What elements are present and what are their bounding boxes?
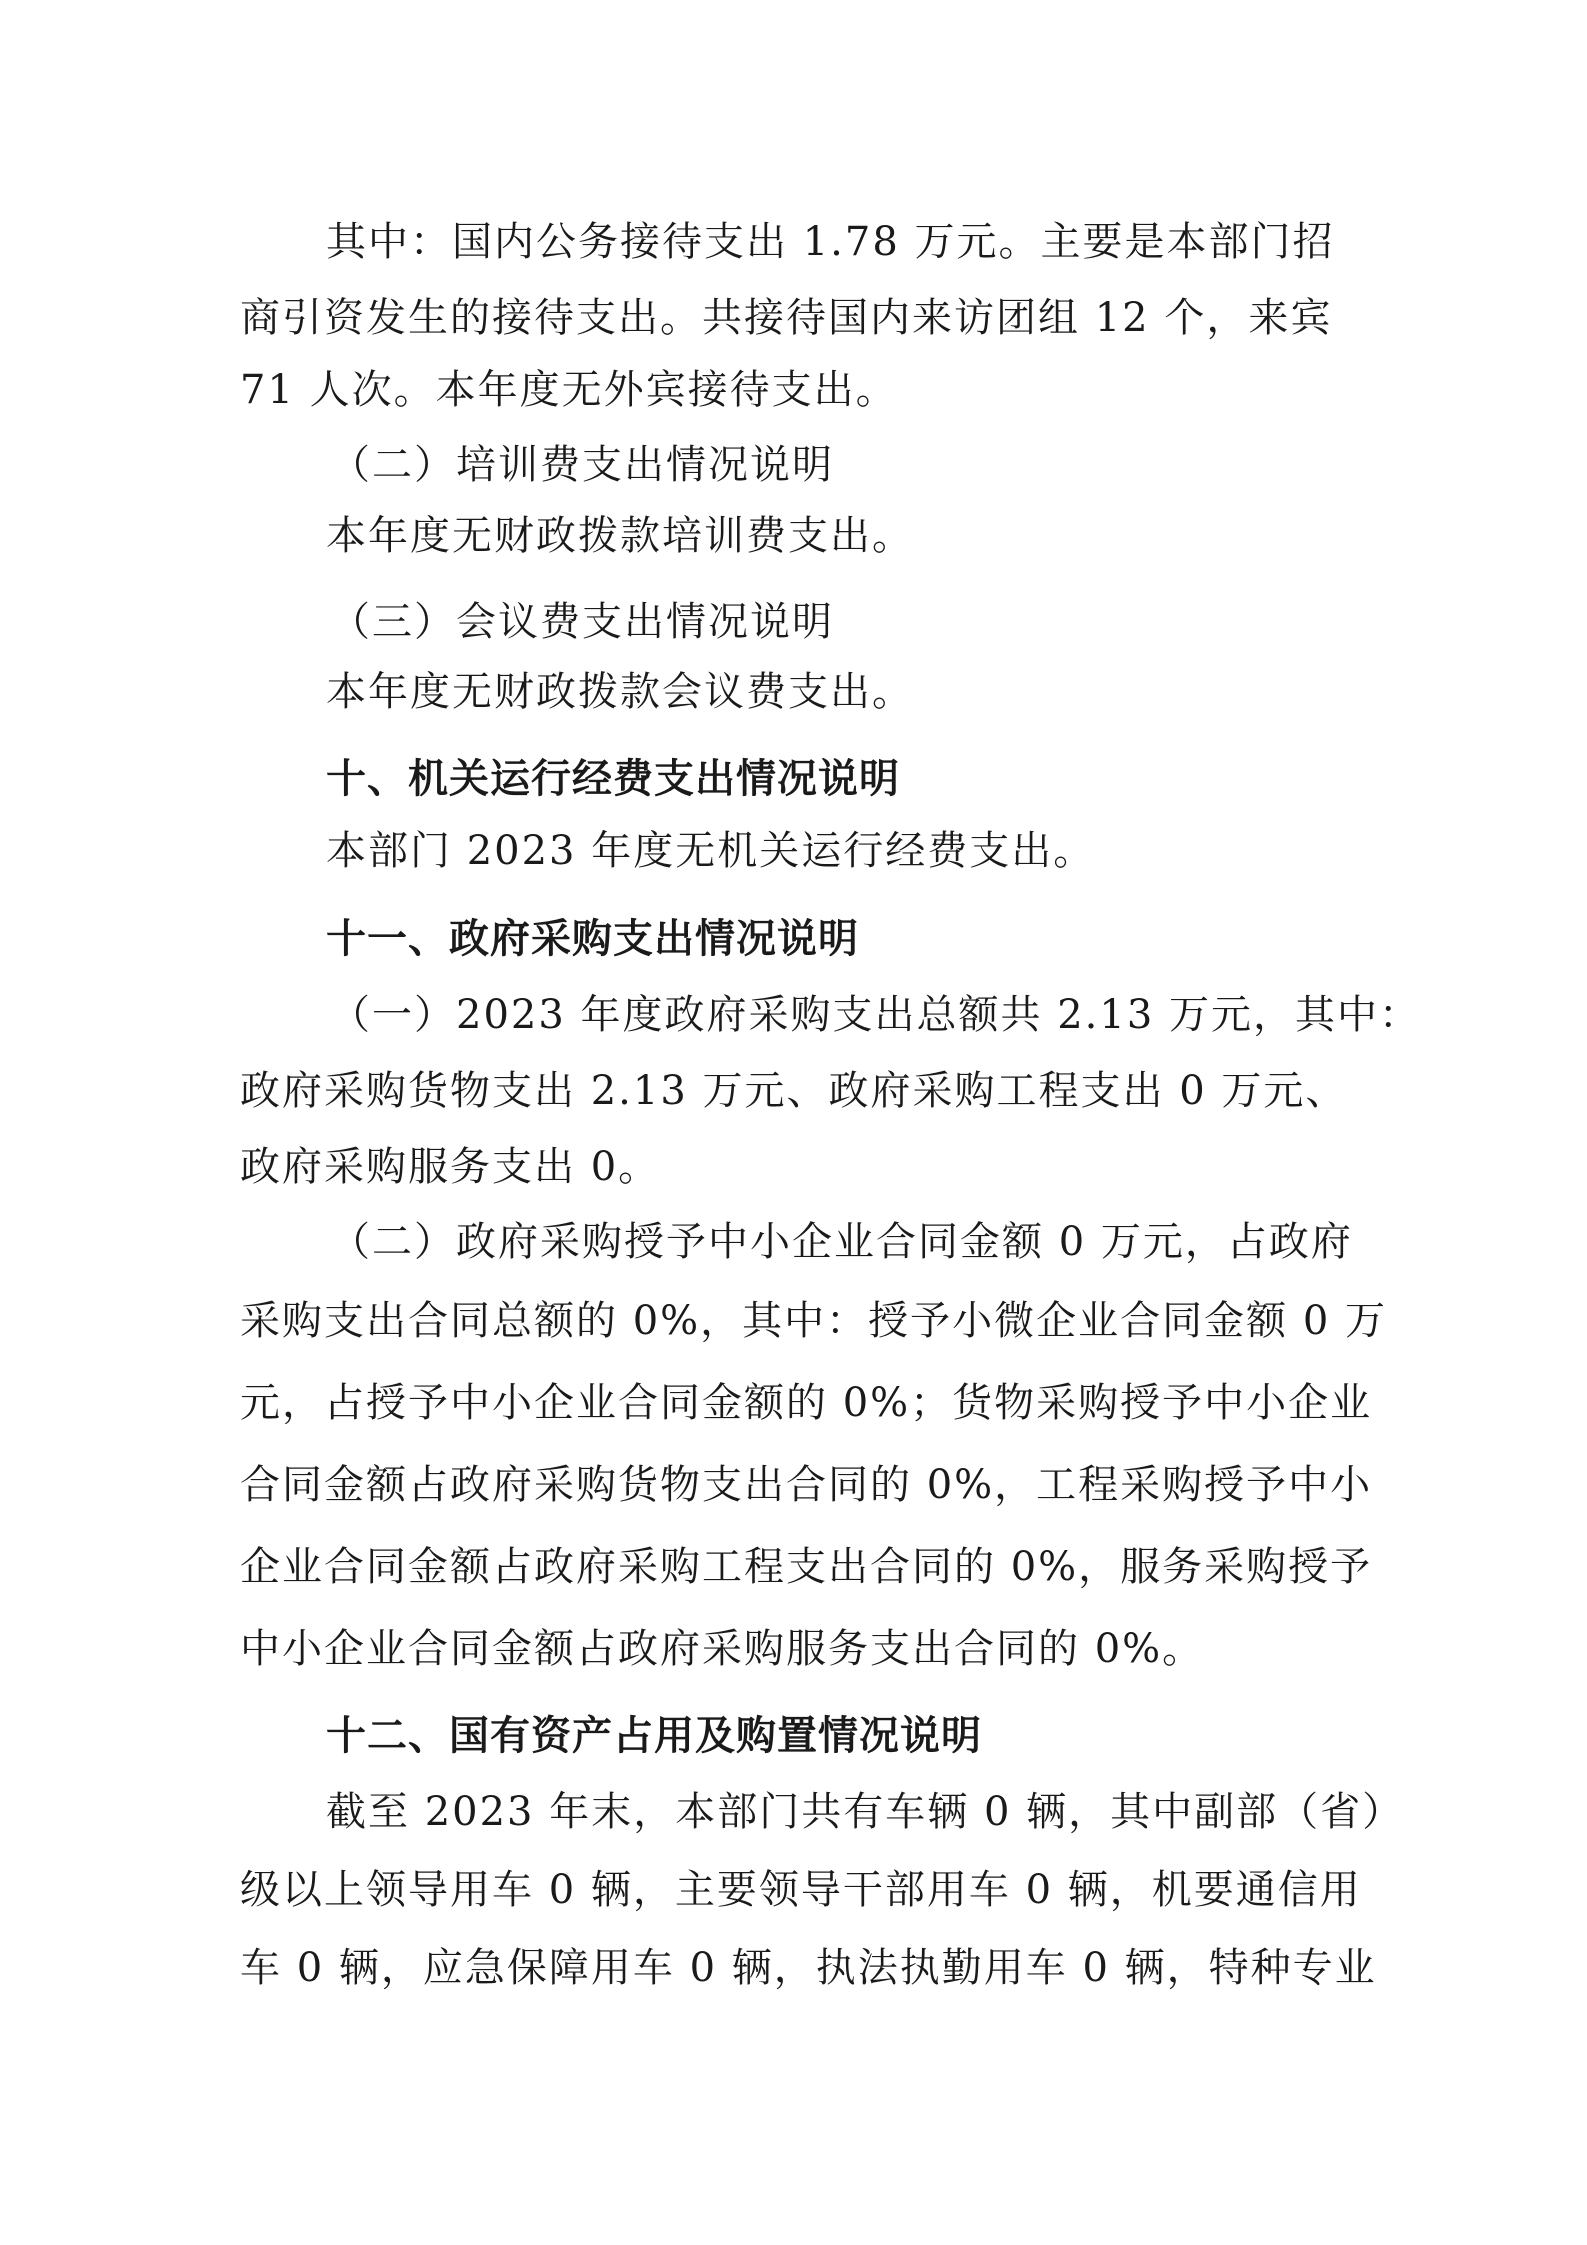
reception-line-2: 商引资发生的接待支出。共接待国内来访团组 12 个，来宾 [240,295,1333,341]
section-10-text: 本部门 2023 年度无机关运行经费支出。 [326,828,1096,874]
section-12-heading: 十二、国有资产占用及购置情况说明 [326,1713,982,1759]
reception-line-1: 其中：国内公务接待支出 1.78 万元。主要是本部门招 [326,219,1335,265]
procurement-line-2: 政府采购货物支出 2.13 万元、政府采购工程支出 0 万元、 [240,1068,1348,1114]
sme-line-5: 企业合同金额占政府采购工程支出合同的 0%，服务采购授予 [240,1544,1373,1590]
assets-line-3: 车 0 辆，应急保障用车 0 辆，执法执勤用车 0 辆，特种专业 [240,1945,1377,1991]
section-10-heading: 十、机关运行经费支出情况说明 [326,756,900,802]
reception-line-3: 71 人次。本年度无外宾接待支出。 [240,367,898,413]
assets-line-2: 级以上领导用车 0 辆，主要领导干部用车 0 辆，机要通信用 [240,1867,1362,1913]
training-text: 本年度无财政拨款培训费支出。 [326,513,914,559]
procurement-line-1: （一）2023 年度政府采购支出总额共 2.13 万元，其中： [330,992,1422,1038]
meeting-heading: （三）会议费支出情况说明 [330,599,834,645]
sme-line-4: 合同金额占政府采购货物支出合同的 0%，工程采购授予中小 [240,1462,1373,1508]
assets-line-1: 截至 2023 年末，本部门共有车辆 0 辆，其中副部（省） [326,1789,1405,1835]
sme-line-1: （二）政府采购授予中小企业合同金额 0 万元，占政府 [330,1219,1353,1265]
meeting-text: 本年度无财政拨款会议费支出。 [326,669,914,715]
training-heading: （二）培训费支出情况说明 [330,442,834,488]
procurement-line-3: 政府采购服务支出 0。 [240,1144,661,1190]
sme-line-2: 采购支出合同总额的 0%，其中：授予小微企业合同金额 0 万 [240,1298,1388,1344]
sme-line-3: 元，占授予中小企业合同金额的 0%；货物采购授予中小企业 [240,1380,1373,1426]
section-11-heading: 十一、政府采购支出情况说明 [326,916,859,962]
sme-line-6: 中小企业合同金额占政府采购服务支出合同的 0%。 [240,1626,1205,1672]
